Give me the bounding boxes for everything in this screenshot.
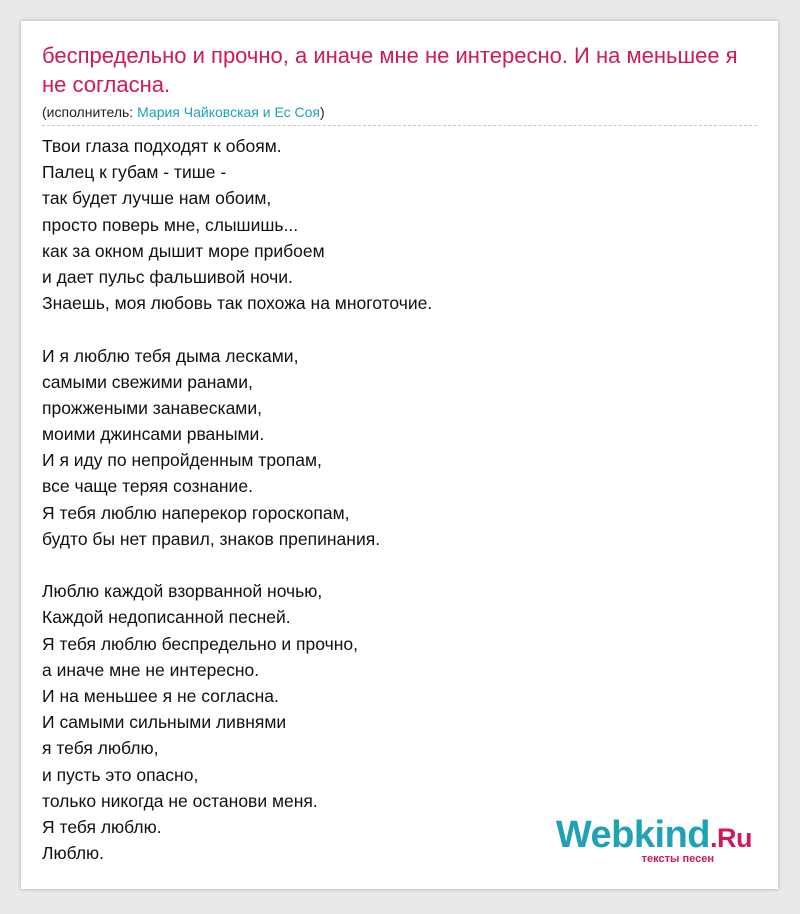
performer-line <box>42 103 325 121</box>
stanza-break <box>42 552 762 578</box>
lyric-line: и дает пульс фальшивой ночи. <box>42 266 293 287</box>
logo-main-text: Webkind <box>555 814 710 856</box>
lyric-line: только никогда не останови меня. <box>42 790 318 811</box>
logo-tagline: тексты песен <box>641 853 714 865</box>
lyric-line: Я тебя люблю наперекор гороскопам, <box>42 502 350 523</box>
lyric-line: прожжеными занавесками, <box>42 397 262 418</box>
lyric-line: Твои глаза подходят к обоям. <box>42 136 282 156</box>
lyric-line: Я тебя люблю. <box>42 816 162 837</box>
lyric-line: Знаешь, моя любовь так похожа на многоточие. <box>42 293 433 314</box>
logo-wordmark <box>556 816 752 857</box>
lyric-line: будто бы нет правил, знаков препинания. <box>42 528 381 549</box>
lyric-line: а иначе мне не интересно. <box>42 659 260 680</box>
site-logo[interactable] <box>556 816 752 865</box>
lyric-line: Люблю каждой взорванной ночью, <box>42 581 323 602</box>
performer-link[interactable]: Мария Чайковская и Ес Соя <box>137 104 321 120</box>
page-title: беспредельно и прочно, а иначе мне не интересно. И на меньшее я не согласна. <box>42 43 738 97</box>
lyric-line: Каждой недописанной песней. <box>42 607 291 628</box>
logo-suffix: .Ru <box>710 823 752 853</box>
performer-prefix: (исполнитель: <box>42 104 138 120</box>
lyric-line: Палец к губам - тише - <box>42 162 227 183</box>
performer-suffix: ) <box>320 104 325 120</box>
lyric-line: Люблю. <box>42 843 105 864</box>
lyric-line: я тебя люблю, <box>42 738 159 759</box>
lyric-line: моими джинсами рваными. <box>42 424 265 445</box>
lyric-line: И я люблю тебя дыма лесками, <box>42 345 299 366</box>
lyric-line: просто поверь мне, слышишь... <box>42 214 299 235</box>
divider <box>42 125 757 126</box>
lyrics-text <box>42 133 762 866</box>
stanza-break <box>42 316 762 342</box>
lyrics-card <box>21 21 778 889</box>
lyric-line: так будет лучше нам обоим, <box>42 188 272 209</box>
lyric-line: И я иду по непройденным тропам, <box>42 450 322 471</box>
lyric-line: Я тебя люблю беспредельно и прочно, <box>42 633 358 654</box>
lyric-line: и пусть это опасно, <box>42 764 199 785</box>
lyric-line: И на меньшее я не согласна. <box>42 685 279 706</box>
lyric-line: как за окном дышит море прибоем <box>42 240 325 261</box>
lyric-line: все чаще теряя сознание. <box>42 476 253 497</box>
lyric-line: самыми свежими ранами, <box>42 371 253 392</box>
lyric-line: И самыми сильными ливнями <box>42 712 287 733</box>
